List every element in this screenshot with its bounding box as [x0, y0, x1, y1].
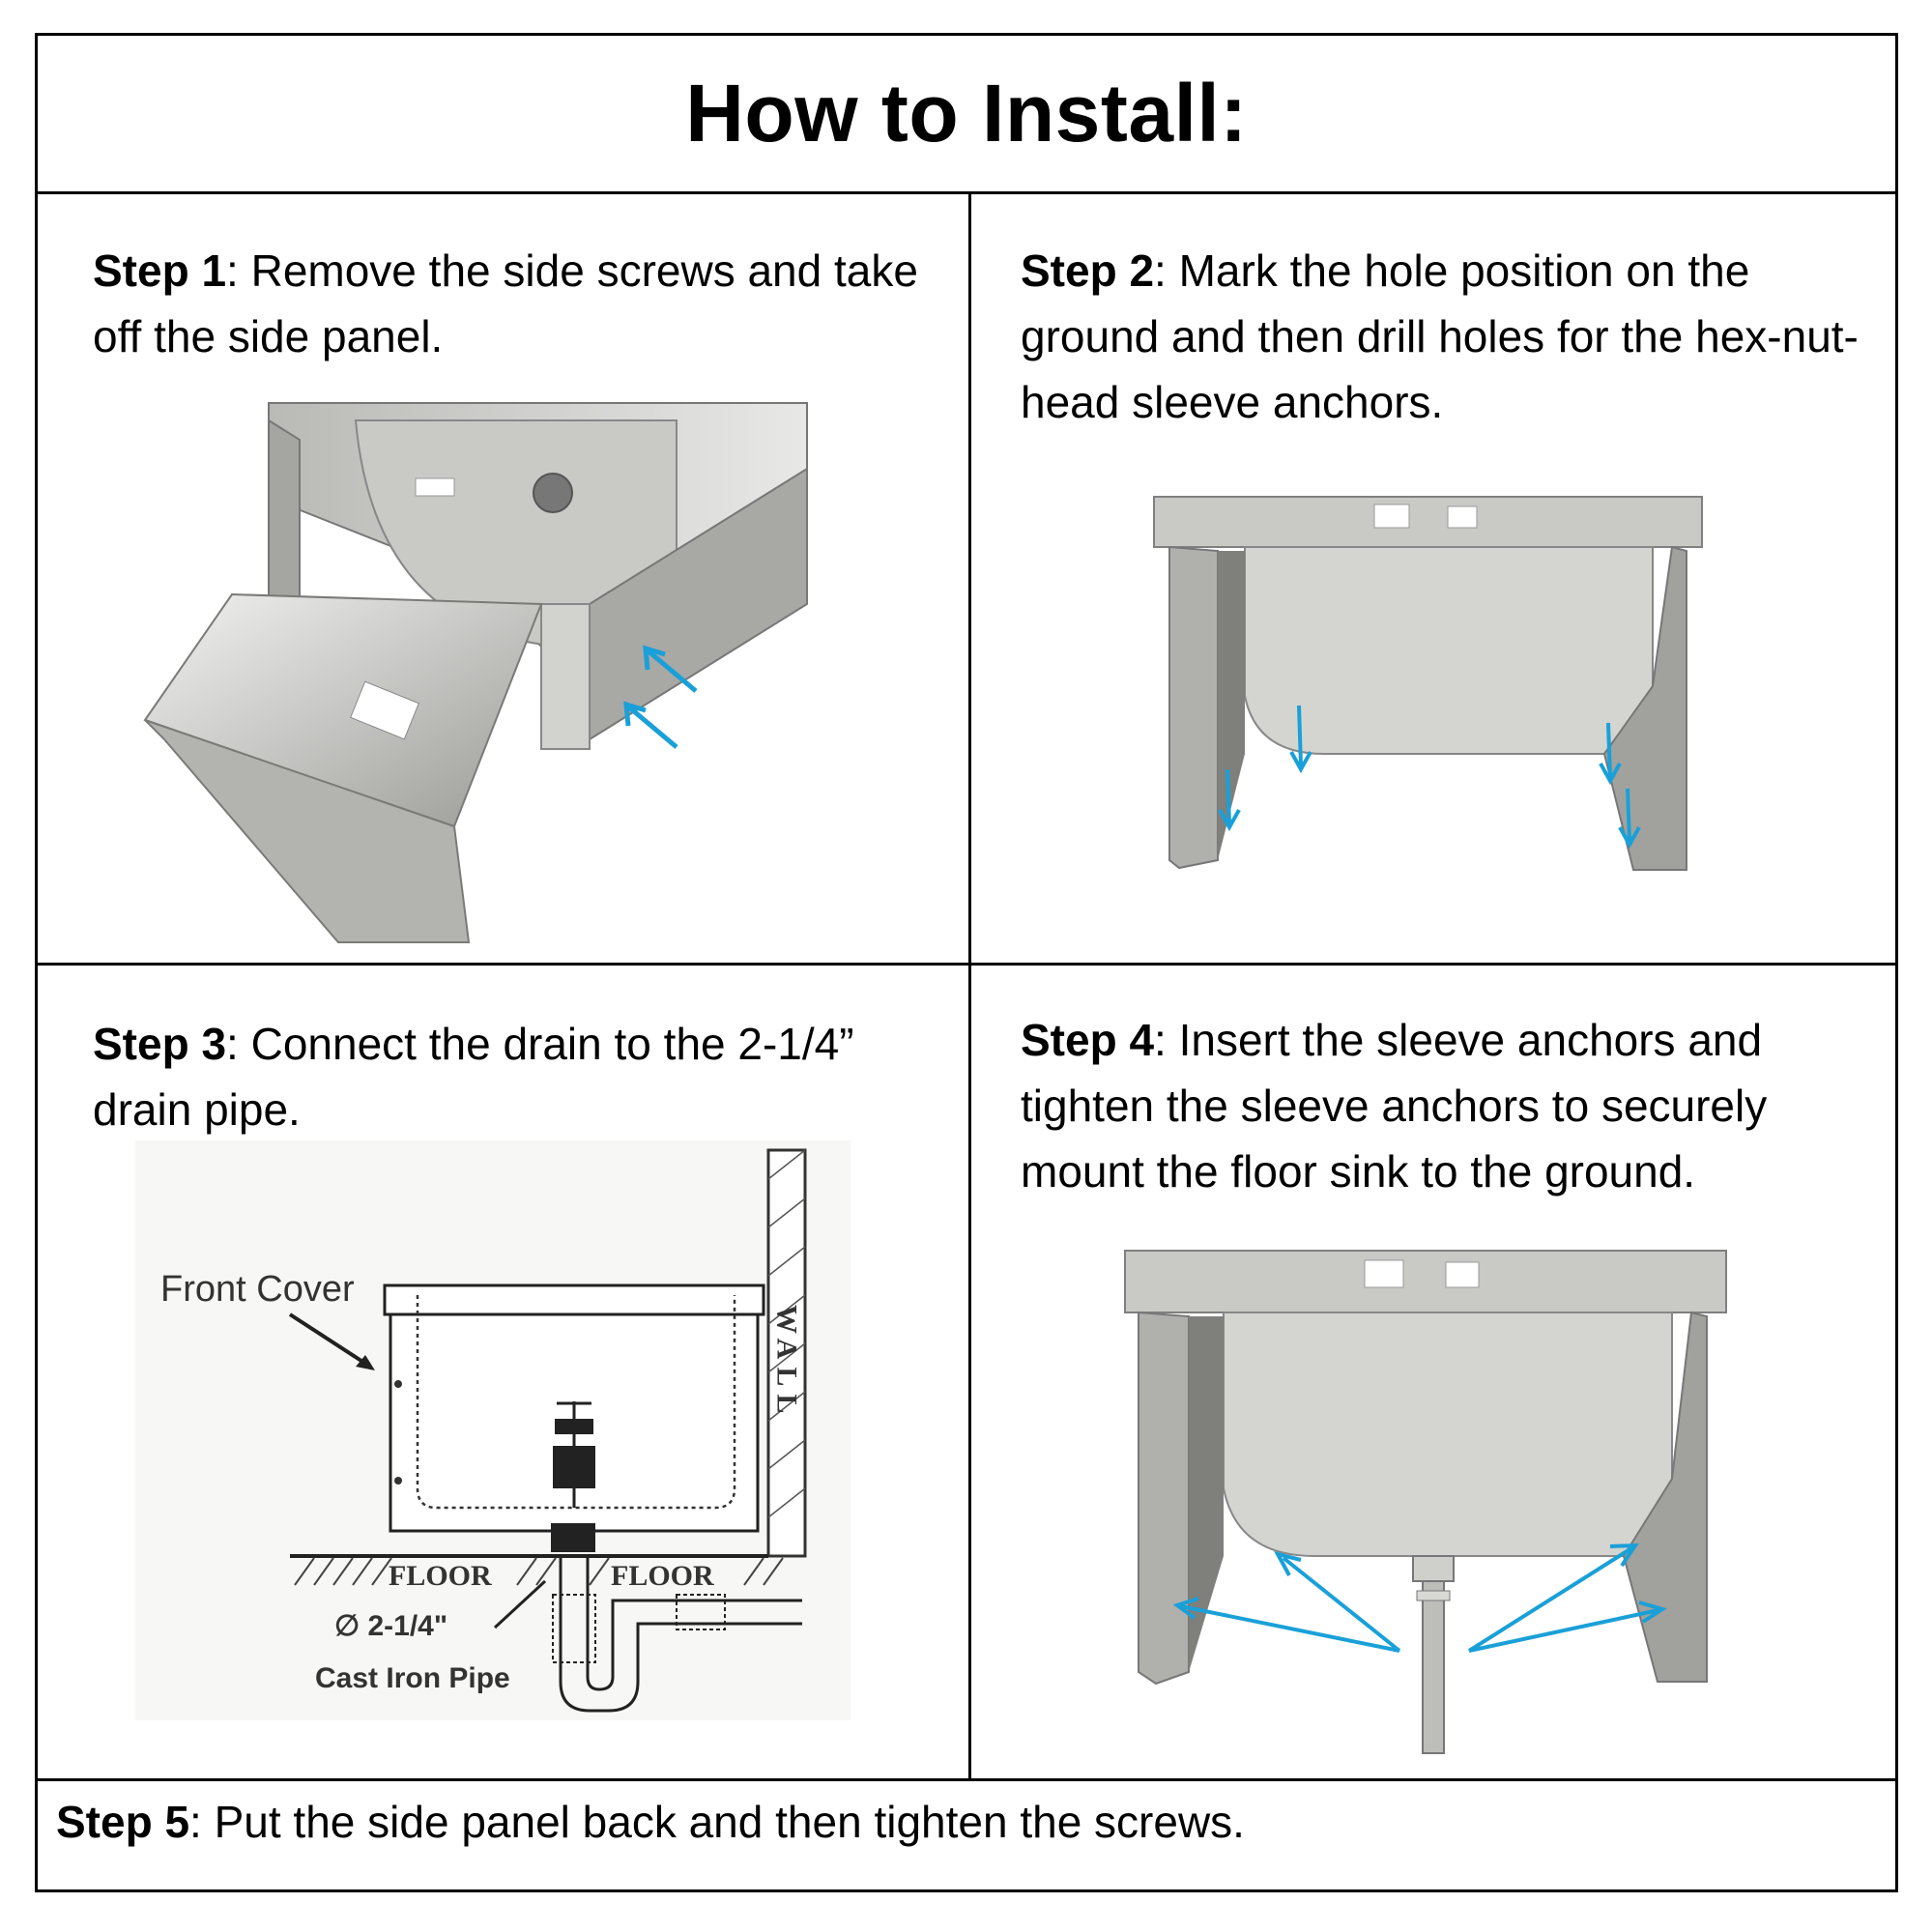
page-title: How to Install:	[685, 67, 1248, 159]
column-divider	[968, 191, 971, 1781]
step-3-text: : Connect the drain to the 2-1/4” drain pipe.	[93, 1019, 854, 1135]
step-5-label: Step 5	[56, 1797, 190, 1847]
pipe-type-label: Cast Iron Pipe	[315, 1662, 510, 1694]
row-divider	[35, 963, 1898, 966]
step-4-label: Step 4	[1021, 1015, 1155, 1065]
step-3	[93, 1011, 943, 1142]
step-4-text: : Insert the sleeve anchors and tighten the sleeve anchors to securely mount the floor sink to the ground.	[1021, 1015, 1768, 1197]
step-4	[1021, 1007, 1871, 1204]
step-2	[1021, 238, 1871, 435]
step-1-illustration	[135, 401, 822, 952]
step-1-label: Step 1	[93, 245, 227, 296]
wall-label: WALL	[770, 1305, 803, 1422]
step-5	[56, 1793, 1245, 1851]
step5-divider	[35, 1778, 1898, 1781]
step-2-illustration	[1150, 493, 1706, 879]
pipe-size-label: ∅ 2-1/4"	[334, 1610, 448, 1642]
step-3-diagram	[135, 1140, 851, 1720]
step-1-text: : Remove the side screws and take off the side panel.	[93, 245, 918, 361]
front-cover-label: Front Cover	[160, 1269, 355, 1310]
step-2-label: Step 2	[1021, 245, 1155, 296]
step-4-illustration	[1121, 1247, 1730, 1759]
step-3-label: Step 3	[93, 1019, 227, 1069]
step-5-text: : Put the side panel back and then tighten the screws.	[189, 1797, 1245, 1847]
step-1	[93, 238, 943, 369]
floor-right-label: FLOOR	[611, 1560, 714, 1592]
step-2-text: : Mark the hole position on the ground and then drill holes for the hex-nut-head sleeve anchors.	[1021, 245, 1859, 427]
floor-left-label: FLOOR	[389, 1560, 492, 1592]
